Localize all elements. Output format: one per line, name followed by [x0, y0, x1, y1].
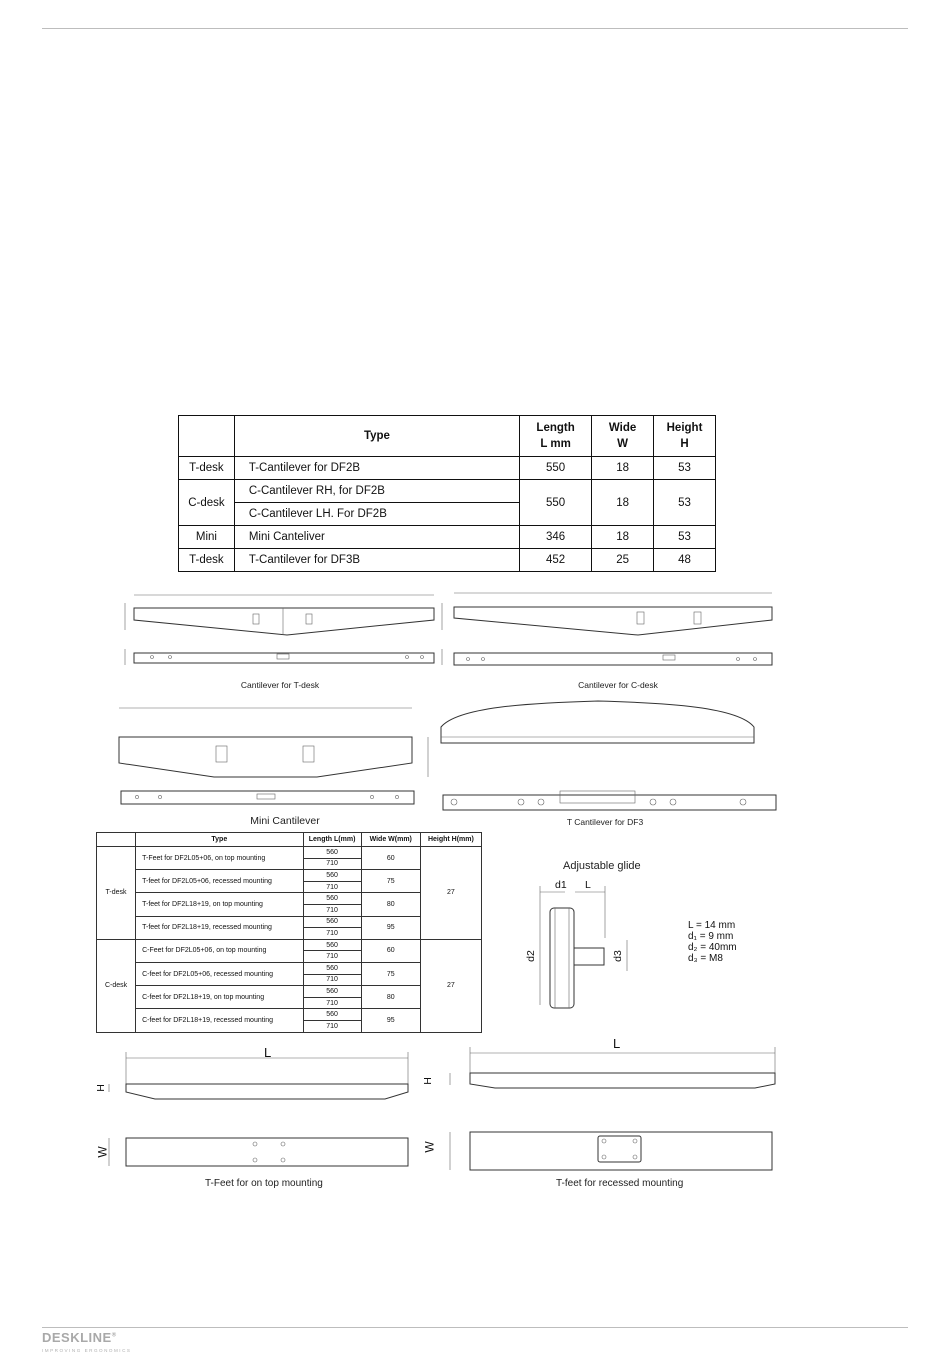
- adjustable-glide-drawing: [520, 878, 640, 1013]
- row-length: 560: [303, 986, 361, 998]
- row-wide: 18: [592, 480, 654, 526]
- row-length: 710: [303, 904, 361, 916]
- row-wide: 18: [592, 526, 654, 549]
- header-height: Height H: [654, 416, 716, 457]
- row-type: C-Cantilever RH, for DF2B: [234, 480, 519, 503]
- feet-table: [96, 832, 482, 1033]
- row-height: 27: [420, 939, 481, 1032]
- tfeet-top-dim-h: H: [94, 1084, 107, 1092]
- table-header-row: [97, 833, 482, 847]
- tfeet-recessed-drawing: [430, 1043, 780, 1188]
- group-c-desk: C-desk: [97, 939, 136, 1032]
- row-length: 550: [520, 480, 592, 526]
- glide-title: Adjustable glide: [563, 860, 641, 872]
- row-wide: 95: [361, 1009, 420, 1032]
- row-height: 53: [654, 480, 716, 526]
- mini-cantilever-drawing: [112, 700, 442, 815]
- row-height: 48: [654, 549, 716, 572]
- row-type: C-Feet for DF2L05+06, on top mounting: [136, 939, 303, 962]
- row-wide: 80: [361, 893, 420, 916]
- row-height: 27: [420, 847, 481, 940]
- tfeet-recessed-dim-l: L: [613, 1036, 621, 1051]
- row-length: 710: [303, 974, 361, 986]
- glide-spec-d2: d₂ = 40mm: [688, 942, 737, 953]
- row-height: 53: [654, 526, 716, 549]
- caption-tfeet-top: T-Feet for on top mounting: [205, 1178, 323, 1189]
- row-type: T-feet for DF2L05+06, recessed mounting: [136, 870, 303, 893]
- row-length: 560: [303, 1009, 361, 1021]
- row-length: 710: [303, 1020, 361, 1032]
- row-type: C-Cantilever LH. For DF2B: [234, 503, 519, 526]
- glide-d1: d1: [555, 879, 567, 891]
- header-wide: Wide W(mm): [361, 833, 420, 847]
- header-type: Type: [234, 416, 519, 457]
- table-row: [97, 847, 482, 859]
- row-length: 550: [520, 457, 592, 480]
- row-length: 710: [303, 951, 361, 963]
- tfeet-top-drawing: [95, 1048, 425, 1193]
- glide-spec-d1: d₁ = 9 mm: [688, 931, 734, 942]
- row-length: 710: [303, 928, 361, 940]
- header-length: Length L mm: [520, 416, 592, 457]
- row-wide: 95: [361, 916, 420, 939]
- row-length: 710: [303, 881, 361, 893]
- row-wide: 25: [592, 549, 654, 572]
- row-wide: 75: [361, 870, 420, 893]
- caption-cantilever-c-desk: Cantilever for C-desk: [578, 680, 658, 690]
- t-cantilever-df3-drawing: [438, 697, 778, 817]
- glide-d3: d3: [611, 950, 624, 962]
- row-length: 710: [303, 858, 361, 870]
- row-wide: 18: [592, 457, 654, 480]
- row-type: C-feet for DF2L18+19, recessed mounting: [136, 1009, 303, 1032]
- tfeet-recessed-dim-h: H: [421, 1077, 434, 1085]
- row-length: 560: [303, 916, 361, 928]
- row-type: C-feet for DF2L18+19, on top mounting: [136, 986, 303, 1009]
- row-length: 560: [303, 870, 361, 882]
- table-header-row: [179, 416, 716, 457]
- brand-logo: DESKLINE®: [42, 1330, 117, 1345]
- row-length: 560: [303, 962, 361, 974]
- glide-spec-d3: d₃ = M8: [688, 953, 723, 964]
- row-group: C-desk: [179, 480, 235, 526]
- header-rule: [42, 28, 908, 29]
- caption-cantilever-t-desk: Cantilever for T-desk: [240, 680, 320, 690]
- tfeet-recessed-dim-w: W: [422, 1141, 437, 1153]
- header-length: Length L(mm): [303, 833, 361, 847]
- glide-l: L: [585, 879, 591, 891]
- table-row: [179, 526, 716, 549]
- header-group: [179, 416, 235, 457]
- row-length: 346: [520, 526, 592, 549]
- tfeet-top-dim-l: L: [264, 1045, 272, 1060]
- brand-slogan: IMPROVING ERGONOMICS: [42, 1348, 132, 1353]
- glide-d2: d2: [524, 950, 537, 962]
- row-group: T-desk: [179, 457, 235, 480]
- row-length: 560: [303, 893, 361, 905]
- row-group: T-desk: [179, 549, 235, 572]
- row-length: 560: [303, 847, 361, 859]
- table-row: [179, 549, 716, 572]
- row-wide: 60: [361, 939, 420, 962]
- row-type: Mini Canteliver: [234, 526, 519, 549]
- caption-tfeet-recessed: T-feet for recessed mounting: [556, 1178, 684, 1189]
- table-row: [179, 480, 716, 503]
- row-group: Mini: [179, 526, 235, 549]
- tfeet-top-dim-w: W: [95, 1146, 110, 1158]
- table-row: [179, 457, 716, 480]
- table-row: [97, 939, 482, 951]
- row-length: 710: [303, 997, 361, 1009]
- row-type: T-Cantilever for DF2B: [234, 457, 519, 480]
- cantilever-c-desk-drawing: [448, 585, 778, 680]
- row-wide: 60: [361, 847, 420, 870]
- caption-t-cantilever-df3: T Cantilever for DF3: [566, 817, 644, 827]
- row-wide: 80: [361, 986, 420, 1009]
- caption-mini-cantilever: Mini Cantilever: [250, 815, 320, 827]
- glide-spec-l: L = 14 mm: [688, 920, 736, 931]
- row-type: T-Feet for DF2L05+06, on top mounting: [136, 847, 303, 870]
- row-length: 452: [520, 549, 592, 572]
- row-height: 53: [654, 457, 716, 480]
- header-type: Type: [136, 833, 303, 847]
- row-length: 560: [303, 939, 361, 951]
- header-group: [97, 833, 136, 847]
- group-t-desk: T-desk: [97, 847, 136, 940]
- cantilever-t-desk-drawing: [112, 585, 442, 680]
- header-height: Height H(mm): [420, 833, 481, 847]
- cantilever-table: [178, 415, 716, 572]
- row-type: T-feet for DF2L18+19, on top mounting: [136, 893, 303, 916]
- row-type: T-feet for DF2L18+19, recessed mounting: [136, 916, 303, 939]
- row-wide: 75: [361, 962, 420, 985]
- row-type: C-feet for DF2L05+06, recessed mounting: [136, 962, 303, 985]
- footer-rule: [42, 1327, 908, 1328]
- row-type: T-Cantilever for DF3B: [234, 549, 519, 572]
- header-wide: Wide W: [592, 416, 654, 457]
